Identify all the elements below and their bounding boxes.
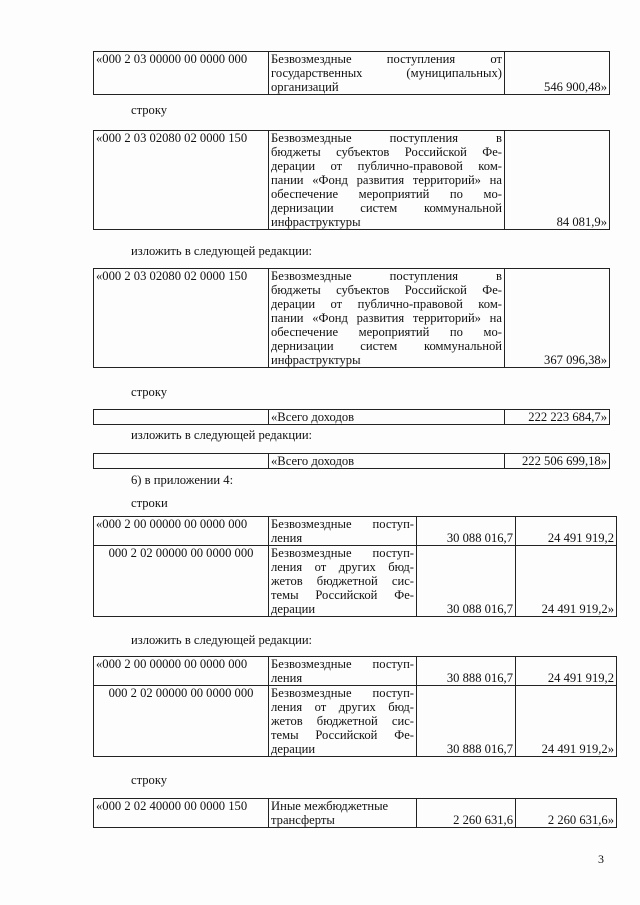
budget-code: «000 2 03 00000 00 0000 000 xyxy=(94,52,269,95)
total-amount: 222 223 684,7» xyxy=(505,410,610,425)
amount: 546 900,48» xyxy=(505,52,610,95)
amount-year-2: 2 260 631,6» xyxy=(516,799,617,828)
amount: 367 096,38» xyxy=(505,269,610,368)
table-row xyxy=(94,546,617,617)
paragraph-edit-3: изложить в следующей редакции: xyxy=(131,633,313,647)
total-income-table-new xyxy=(93,453,610,469)
budget-code: «000 2 00 00000 00 0000 000 xyxy=(94,657,269,686)
budget-code: 000 2 02 00000 00 0000 000 xyxy=(94,686,269,757)
total-label: «Всего доходов xyxy=(269,410,505,425)
amount-year-1: 30 888 016,7 xyxy=(417,657,516,686)
appendix-4-table-old xyxy=(93,516,617,617)
budget-code: «000 2 03 02080 02 0000 150 xyxy=(94,269,269,368)
paragraph-edit-2: изложить в следующей редакции: xyxy=(131,428,313,442)
income-name: Безвозмездные поступ- ления от других бюд- жетов бюджетной сис- темы Российской Фе- дерации xyxy=(269,686,417,757)
table-row xyxy=(94,131,610,230)
amount: 84 081,9» xyxy=(505,131,610,230)
table-row xyxy=(94,410,610,425)
table-row xyxy=(94,799,617,828)
empty-code-cell xyxy=(94,410,269,425)
amount-year-2: 24 491 919,2 xyxy=(516,517,617,546)
table-row xyxy=(94,517,617,546)
table-row xyxy=(94,686,617,757)
income-name: Безвозмездные поступления от государственных (муниципальных) организаций xyxy=(269,52,505,95)
amount-year-1: 2 260 631,6 xyxy=(417,799,516,828)
amount-year-2: 24 491 919,2» xyxy=(516,546,617,617)
paragraph-appendix-4: 6) в приложении 4: xyxy=(131,473,234,487)
appendix-4-table-transfers xyxy=(93,798,617,828)
budget-code: «000 2 02 40000 00 0000 150 xyxy=(94,799,269,828)
table-row xyxy=(94,657,617,686)
empty-code-cell xyxy=(94,454,269,469)
amount-year-1: 30 888 016,7 xyxy=(417,686,516,757)
paragraph-stroku-1: строку xyxy=(131,103,168,117)
total-income-table-old xyxy=(93,409,610,425)
income-name: Безвозмездные поступ- ления от других бюд- жетов бюджетной сис- темы Российской Фе- дерации xyxy=(269,546,417,617)
amount-year-2: 24 491 919,2 xyxy=(516,657,617,686)
income-name: Безвозмездные поступ- ления xyxy=(269,657,417,686)
income-name: Безвозмездные поступления в бюджеты субъектов Российской Фе- дерации от публично-правовой ком- пании «Фонд развития территорий» на обеспечение мероприятий по мо- дернизации систем коммунальной инфраструктуры xyxy=(269,269,505,368)
table-row xyxy=(94,269,610,368)
table-row xyxy=(94,52,610,95)
income-name: Безвозмездные поступ- ления xyxy=(269,517,417,546)
paragraph-stroku-2: строку xyxy=(131,385,168,399)
income-name: Безвозмездные поступления в бюджеты субъектов Российской Фе- дерации от публично-правовой ком- пании «Фонд развития территорий» на обеспечение мероприятий по мо- дернизации систем коммунальной инфраструктуры xyxy=(269,131,505,230)
paragraph-stroki: строки xyxy=(131,496,168,510)
income-table-2 xyxy=(93,130,610,230)
amount-year-1: 30 088 016,7 xyxy=(417,546,516,617)
amount-year-2: 24 491 919,2» xyxy=(516,686,617,757)
paragraph-stroku-3: строку xyxy=(131,773,168,787)
income-table-3 xyxy=(93,268,610,368)
total-amount: 222 506 699,18» xyxy=(505,454,610,469)
appendix-4-table-new xyxy=(93,656,617,757)
paragraph-edit-1: изложить в следующей редакции: xyxy=(131,244,313,258)
amount-year-1: 30 088 016,7 xyxy=(417,517,516,546)
page-number: 3 xyxy=(598,852,604,866)
income-name: Иные межбюджетные трансферты xyxy=(269,799,417,828)
budget-code: «000 2 00 00000 00 0000 000 xyxy=(94,517,269,546)
income-table-1 xyxy=(93,51,610,95)
table-row xyxy=(94,454,610,469)
budget-code: «000 2 03 02080 02 0000 150 xyxy=(94,131,269,230)
budget-code: 000 2 02 00000 00 0000 000 xyxy=(94,546,269,617)
total-label: «Всего доходов xyxy=(269,454,505,469)
